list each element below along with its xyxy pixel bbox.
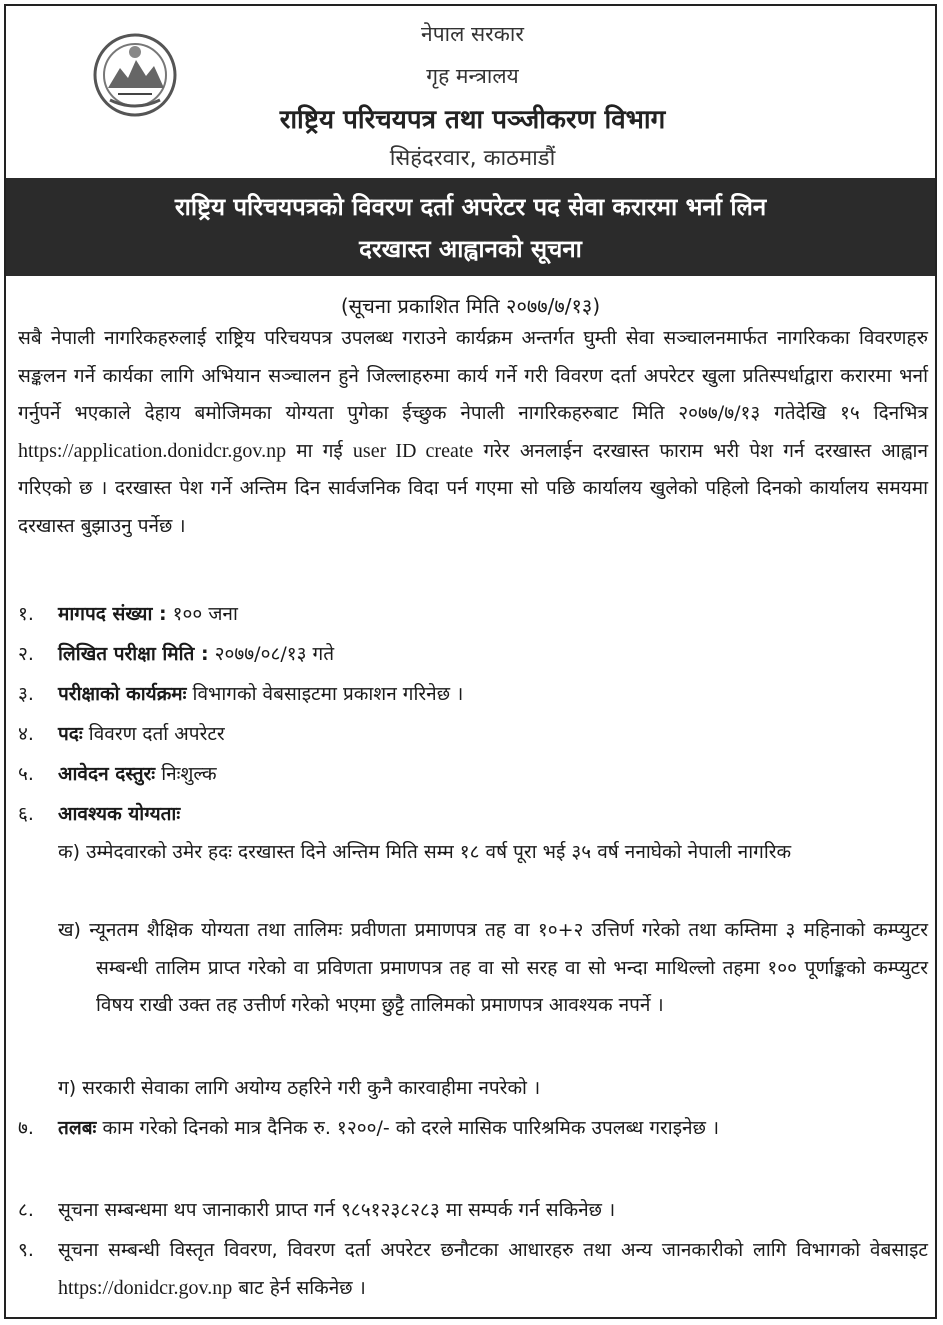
item-number: ३. (18, 683, 34, 705)
website-url-link[interactable]: https://donidcr.gov.np (58, 1276, 233, 1299)
department-name: राष्ट्रिय परिचयपत्र तथा पञ्जीकरण विभाग (279, 105, 666, 135)
publication-date: (सूचना प्रकाशित मिति २०७७/७/१३) (340, 294, 601, 318)
government-name: नेपाल सरकार (421, 22, 524, 46)
item-value: सूचना सम्बन्धमा थप जानाकारी प्राप्त गर्न ९८५१२३८२८३ मा सम्पर्क गर्न सकिनेछ । (58, 1199, 616, 1221)
item-value: विभागको वेबसाइटमा प्रकाशन गरिनेछ । (192, 683, 464, 705)
item-value: सूचना सम्बन्धी विस्तृत विवरण, विवरण दर्ता अपरेटर छनौटका आधारहरु तथा अन्य जानकारीको लागि विभागको वेबसाइट (58, 1239, 928, 1261)
item-label: परीक्षाको कार्यक्रमः (58, 683, 187, 705)
sub-text: सरकारी सेवाका लागि अयोग्य ठहरिने गरी कुनै कारवाहीमा नपरेको । (82, 1077, 541, 1099)
item-qualifications (18, 796, 928, 834)
sub-marker: ग) (58, 1077, 77, 1099)
qualification-education (58, 912, 928, 1025)
item-number: ७. (18, 1117, 34, 1139)
item-label: आवश्यक योग्यताः (58, 803, 181, 825)
item-value: २०७७/०८/१३ गते (214, 643, 335, 665)
ministry-name: गृह मन्त्रालय (426, 64, 519, 88)
item-value: काम गरेको दिनको मात्र दैनिक रु. १२००/- को दरले मासिक पारिश्रमिक उपलब्ध गराइनेछ । (102, 1117, 720, 1139)
item-contact (18, 1192, 928, 1230)
intro-paragraph (18, 320, 928, 545)
item-position (18, 716, 928, 754)
item-number: ६. (18, 803, 34, 825)
sub-marker: क) (58, 841, 81, 863)
user-id-text: user ID create (352, 439, 474, 462)
qualification-age (58, 834, 928, 872)
sub-text: न्यूनतम शैक्षिक योग्यता तथा तालिमः प्रवीणता प्रमाणपत्र तह वा १०+२ उत्तिर्ण गरेको तथा कम्तिमा ३ महिनाको कम्प्युटर सम्बन्धी तालिम प्राप्त गरेको वा प्रविणता प्रमाणपत्र तह वा सो सरह वा सो भन्दा माथिल्लो तहमा १०० पूर्णाङ्कको कम्प्युटर विषय राखी उक्त तह उत्तीर्ण गरेको भएमा छुट्टै तालिमको प्रमाणपत्र आवश्यक नपर्ने । (89, 919, 928, 1016)
item-number: ४. (18, 723, 34, 745)
item-number: ८. (18, 1199, 34, 1221)
application-url-link[interactable]: https://application.donidcr.gov.np (18, 439, 287, 462)
item-exam-date (18, 636, 928, 674)
intro-text-1: सबै नेपाली नागरिकहरुलाई राष्ट्रिय परिचयपत्र उपलब्ध गराउने कार्यक्रम अन्तर्गत घुम्ती सेवा सञ्चालनमार्फत नागरिकका विवरणहरु सङ्कलन गर्ने कार्यका लागि अभियान सञ्चालन हुने जिल्लाहरुमा कार्य गर्ने गरी विवरण दर्ता अपरेटर खुला प्रतिस्पर्धाद्वारा करारमा भर्ना गर्नुपर्ने भएकाले देहाय बमोजिमका योग्यता पुगेका ईच्छुक नेपाली नागरिकहरुबाट मिति २०७७/७/१३ गतेदेखि १५ दिनभित्र (18, 327, 928, 424)
notice-title-line-1: राष्ट्रिय परिचयपत्रको विवरण दर्ता अपरेटर पद सेवा करारमा भर्ना लिन (174, 193, 767, 221)
item-label: मागपद संख्या : (58, 603, 167, 625)
item-label: पदः (58, 723, 83, 745)
intro-text-2: मा गई (296, 439, 343, 462)
item-label: तलबः (58, 1117, 97, 1139)
item-number: २. (18, 643, 34, 665)
letterhead (6, 6, 935, 176)
notice-title-banner (6, 178, 935, 276)
item-salary (18, 1110, 928, 1148)
item-vacancy-count (18, 596, 928, 634)
department-address: सिहंदरवार, काठमाडौं (389, 146, 556, 171)
item-exam-schedule (18, 676, 928, 714)
item-number: १. (18, 603, 34, 625)
item-value-end: बाट हेर्न सकिनेछ । (238, 1276, 366, 1299)
notice-title-line-2: दरखास्त आह्वानको सूचना (359, 235, 582, 263)
item-value: विवरण दर्ता अपरेटर (88, 723, 225, 745)
intro-text-3: गरेर अनलाईन दरखास्त फाराम भरी पेश गर्न दरखास्त आह्वान गरिएको छ । दरखास्त पेश गर्ने अन्तिम दिन सार्वजनिक विदा पर्न गएमा सो पछि कार्यालय खुलेको पहिलो दिनको कार्यालय समयमा दरखास्त बुझाउनु पर्नेछ । (18, 439, 929, 537)
item-label: लिखित परीक्षा मिति : (58, 643, 209, 665)
item-application-fee (18, 756, 928, 794)
item-value: १०० जना (172, 603, 238, 625)
notice-frame (4, 4, 937, 1319)
item-number: ५. (18, 763, 34, 785)
qualification-eligibility (58, 1070, 928, 1108)
item-more-info (18, 1232, 928, 1307)
item-number: ९. (18, 1239, 34, 1261)
sub-marker: ख) (58, 919, 81, 941)
item-value: निःशुल्क (161, 763, 217, 785)
item-label: आवेदन दस्तुरः (58, 763, 156, 785)
sub-text: उम्मेदवारको उमेर हदः दरखास्त दिने अन्तिम मिति सम्म १८ वर्ष पूरा भई ३५ वर्ष ननाघेको नेपाली नागरिक (86, 841, 792, 863)
